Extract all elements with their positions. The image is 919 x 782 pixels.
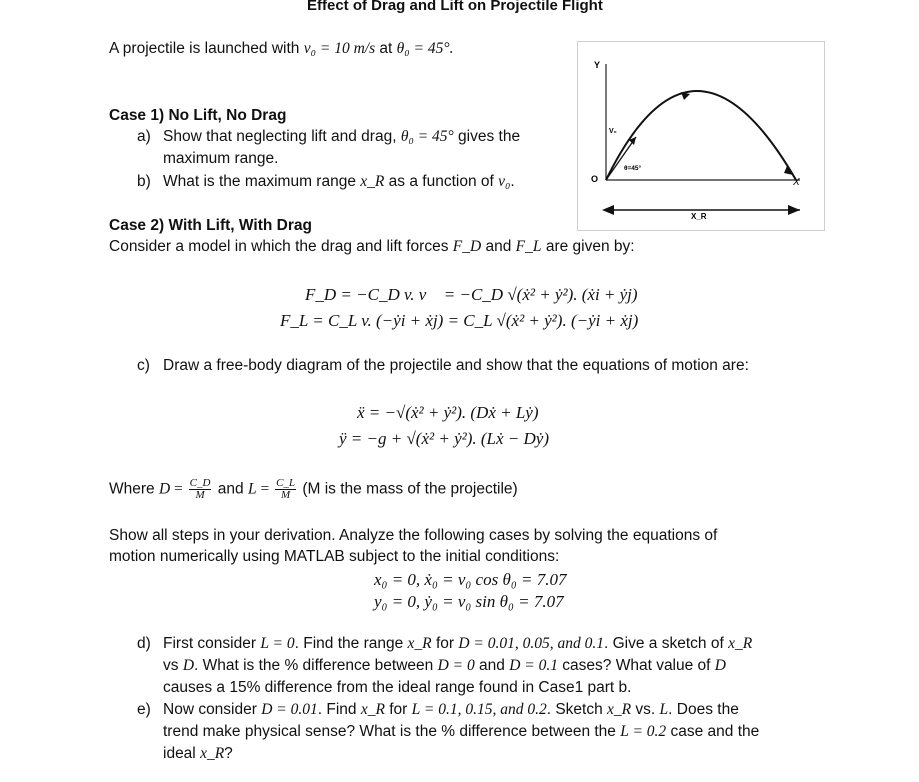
angle-label: θ=45° [624,165,642,172]
velocity-vector [606,137,636,180]
theta-expression: θ₀ = 45°. [396,40,454,57]
case1-part-a: a) Show that neglecting lift and drag, θ₀ = 45° gives the [137,128,521,145]
part-d-line2: vs D. What is the % difference between D = 0 and D = 0.1 cases? What value of D [163,657,726,674]
case1-part-a-line2: maximum range. [163,150,279,167]
v0-label: V₀ [609,128,617,135]
steps-line2: motion numerically using MATLAB subject to the initial conditions: [109,548,560,565]
range-arrow-left [602,205,614,215]
x-axis-label: X [793,177,800,188]
origin-label: O [591,174,599,184]
l-fraction: $\frac{C\_L}{M}$ [276,477,296,501]
part-d-line3: causes a 15% difference from the ideal range found in Case1 part b. [163,679,632,696]
range-label: X_R [691,212,707,221]
case1-heading: Case 1) No Lift, No Drag [109,107,287,124]
y-motion-equation: ÿ = −g + √(ẋ² + ẏ²). (Lẋ − Dẏ) [339,429,549,448]
steps-line1: Show all steps in your derivation. Analyze the following cases by solving the equations of [109,527,718,544]
v0-expression: v₀ = 10 m/s [303,40,376,57]
initial-conditions-y: y₀ = 0, ẏ₀ = v₀ sin θ₀ = 7.07 [374,592,564,611]
y-axis-label: Y [594,60,601,70]
part-e-line1: e) Now consider D = 0.01. Find x_R for L = 0.1, 0.15, and 0.2. Sketch x_R vs. L. Does the [137,701,739,718]
page-title: Effect of Drag and Lift on Projectile Flight [307,0,603,14]
case2-intro: Consider a model in which the drag and lift forces F_D and F_L are given by: [109,238,635,255]
where-definitions: Where D = $\frac{C\_D}{M}$ and L = $\frac{C\_L}{M}$ (M is the mass of the projectile) [109,477,518,501]
trajectory-figure [577,41,825,231]
part-e-line3: ideal x_R? [163,745,233,762]
trajectory-diagram [578,42,824,230]
part-d-line1: d) First consider L = 0. Find the range x_R for D = 0.01, 0.05, and 0.1. Give a sketch of x_R [137,635,753,652]
range-arrow-right [788,205,800,215]
drag-force-equation: F_D = −C_D v. v⃗ = −C_D √(ẋ² + ẏ²). (ẋi + ẏj) [305,285,638,304]
lift-force-equation: F_L = C_L v. (−ẏi + ẋj) = C_L √(ẋ² + ẏ²). (−ẏi + ẋj) [280,311,639,330]
case1-part-b: b) What is the maximum range x_R as a function of v₀. [137,173,515,190]
initial-conditions-x: x₀ = 0, ẋ₀ = v₀ cos θ₀ = 7.07 [374,570,567,589]
part-e-line2: trend make physical sense? What is the % difference between the L = 0.2 case and the [163,723,760,740]
path-arrow-1 [681,92,690,100]
intro-line: A projectile is launched with v₀ = 10 m/s at θ₀ = 45°. [109,40,454,57]
part-c: c) Draw a free-body diagram of the projectile and show that the equations of motion are: [137,357,749,374]
d-fraction: $\frac{C\_D}{M}$ [189,477,211,501]
case2-heading: Case 2) With Lift, With Drag [109,217,312,234]
x-motion-equation: ẍ = −√(ẋ² + ẏ²). (Dẋ + Lẏ) [357,403,539,422]
